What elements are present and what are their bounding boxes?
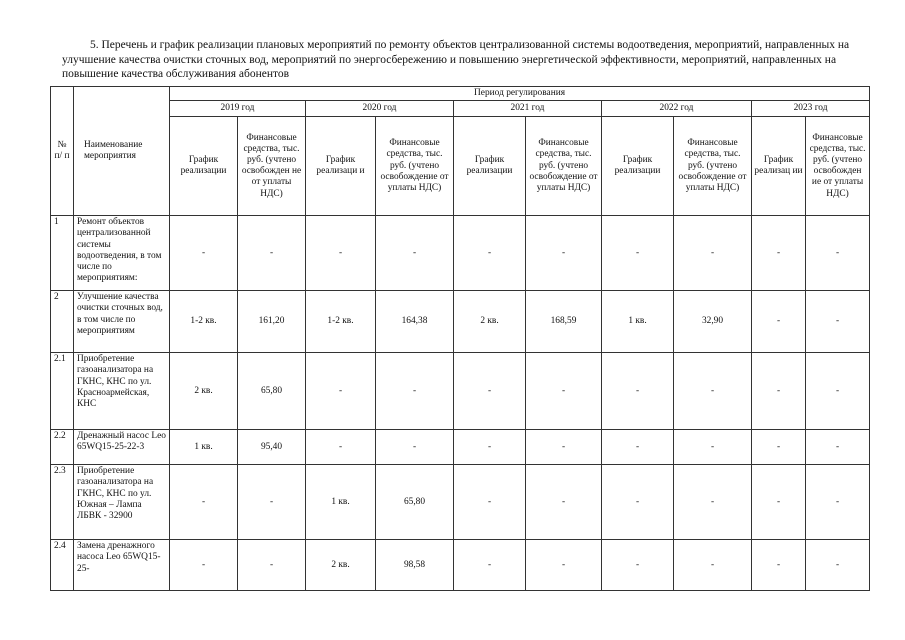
cell-value: - — [454, 540, 526, 591]
header-year-2022: 2022 год — [602, 101, 752, 117]
header-schedule: График реализаци и — [306, 117, 376, 216]
cell-value: - — [454, 465, 526, 540]
cell-value: - — [602, 465, 674, 540]
row-name: Приобретение газоанализатора на ГКНС, КНС по ул. Южная – Лампа ЛБВК - 32900 — [74, 465, 170, 540]
cell-value: - — [376, 353, 454, 430]
row-num: 2.1 — [51, 353, 74, 430]
row-num: 2 — [51, 291, 74, 353]
header-finance: Финансовые средства, тыс. руб. (учтено освобожден не от уплаты НДС) — [238, 117, 306, 216]
cell-value: - — [376, 430, 454, 465]
row-num: 2.2 — [51, 430, 74, 465]
cell-value: - — [306, 216, 376, 291]
row-name: Улучшение качества очистки сточных вод, в том числе по мероприятиям — [74, 291, 170, 353]
cell-value: - — [526, 465, 602, 540]
header-num: № п/ п — [51, 87, 74, 216]
cell-value: - — [674, 465, 752, 540]
cell-value: - — [806, 353, 870, 430]
cell-value: - — [806, 465, 870, 540]
cell-value: - — [752, 353, 806, 430]
cell-value: 2 кв. — [306, 540, 376, 591]
cell-value: 164,38 — [376, 291, 454, 353]
cell-value: 32,90 — [674, 291, 752, 353]
row-name: Приобретение газоанализатора на ГКНС, КНС по ул. Красноармейская, КНС — [74, 353, 170, 430]
cell-value: - — [170, 465, 238, 540]
cell-value: - — [454, 430, 526, 465]
cell-value: - — [454, 353, 526, 430]
cell-value: 1-2 кв. — [170, 291, 238, 353]
header-name: Наименование мероприятия — [74, 87, 170, 216]
cell-value: 65,80 — [238, 353, 306, 430]
header-finance: Финансовые средства, тыс. руб. (учтено освобожден ие от уплаты НДС) — [806, 117, 870, 216]
cell-value: - — [806, 430, 870, 465]
cell-value: - — [306, 353, 376, 430]
cell-value: 65,80 — [376, 465, 454, 540]
header-row-period — [51, 87, 870, 101]
cell-value: 95,40 — [238, 430, 306, 465]
cell-value: 2 кв. — [454, 291, 526, 353]
cell-value: - — [376, 216, 454, 291]
row-name: Ремонт объектов централизованной системы водоотведения, в том числе по мероприятиям: — [74, 216, 170, 291]
header-year-2023: 2023 год — [752, 101, 870, 117]
document-title: 5. Перечень и график реализации плановых мероприятий по ремонту объектов централизованной системы водоотведения, мероприятий, направленных на улучшение качества очистки сточных вод, мероприятий по энергосбережению и повышению энергетической эффективности, мероприятий, направленных на повышение качества обслуживания абонентов — [62, 39, 850, 80]
row-name: Замена дренажного насоса Leo 65WQ15-25- — [74, 540, 170, 591]
header-finance: Финансовые средства, тыс. руб. (учтено освобождение от уплаты НДС) — [674, 117, 752, 216]
header-row-sub — [51, 117, 870, 216]
row-num: 1 — [51, 216, 74, 291]
header-finance: Финансовые средства, тыс. руб. (учтено освобождение от уплаты НДС) — [526, 117, 602, 216]
row-num: 2.4 — [51, 540, 74, 591]
cell-value: 1 кв. — [602, 291, 674, 353]
cell-value: - — [602, 353, 674, 430]
cell-value: - — [674, 216, 752, 291]
cell-value: - — [752, 430, 806, 465]
cell-value: 161,20 — [238, 291, 306, 353]
cell-value: - — [170, 216, 238, 291]
plan-table — [50, 86, 870, 591]
header-schedule: График реализации — [602, 117, 674, 216]
cell-value: - — [526, 216, 602, 291]
header-row-years — [51, 101, 870, 117]
cell-value: - — [806, 216, 870, 291]
cell-value: 2 кв. — [170, 353, 238, 430]
cell-value: - — [602, 216, 674, 291]
cell-value: 1 кв. — [306, 465, 376, 540]
header-year-2021: 2021 год — [454, 101, 602, 117]
cell-value: 1 кв. — [170, 430, 238, 465]
cell-value: - — [752, 216, 806, 291]
cell-value: - — [602, 540, 674, 591]
row-num: 2.3 — [51, 465, 74, 540]
cell-value: - — [752, 465, 806, 540]
header-schedule: График реализац ии — [752, 117, 806, 216]
header-finance: Финансовые средства, тыс. руб. (учтено освобождение от уплаты НДС) — [376, 117, 454, 216]
cell-value: 168,59 — [526, 291, 602, 353]
cell-value: - — [752, 540, 806, 591]
header-year-2020: 2020 год — [306, 101, 454, 117]
header-period: Период регулирования — [170, 87, 870, 101]
table-row — [51, 216, 870, 291]
cell-value: - — [238, 216, 306, 291]
row-name: Дренажный насос Leo 65WQ15-25-22-3 — [74, 430, 170, 465]
cell-value: - — [454, 216, 526, 291]
cell-value: - — [806, 540, 870, 591]
table-row — [51, 540, 870, 591]
table-row — [51, 291, 870, 353]
cell-value: - — [752, 291, 806, 353]
cell-value: - — [526, 353, 602, 430]
cell-value: - — [602, 430, 674, 465]
cell-value: 1-2 кв. — [306, 291, 376, 353]
table-row — [51, 465, 870, 540]
header-schedule: График реализации — [454, 117, 526, 216]
table-row — [51, 353, 870, 430]
cell-value: - — [526, 430, 602, 465]
cell-value: - — [674, 353, 752, 430]
cell-value: 98,58 — [376, 540, 454, 591]
header-schedule: График реализации — [170, 117, 238, 216]
cell-value: - — [238, 465, 306, 540]
cell-value: - — [526, 540, 602, 591]
cell-value: - — [806, 291, 870, 353]
header-year-2019: 2019 год — [170, 101, 306, 117]
table-row — [51, 430, 870, 465]
cell-value: - — [306, 430, 376, 465]
cell-value: - — [674, 430, 752, 465]
cell-value: - — [238, 540, 306, 591]
cell-value: - — [674, 540, 752, 591]
cell-value: - — [170, 540, 238, 591]
